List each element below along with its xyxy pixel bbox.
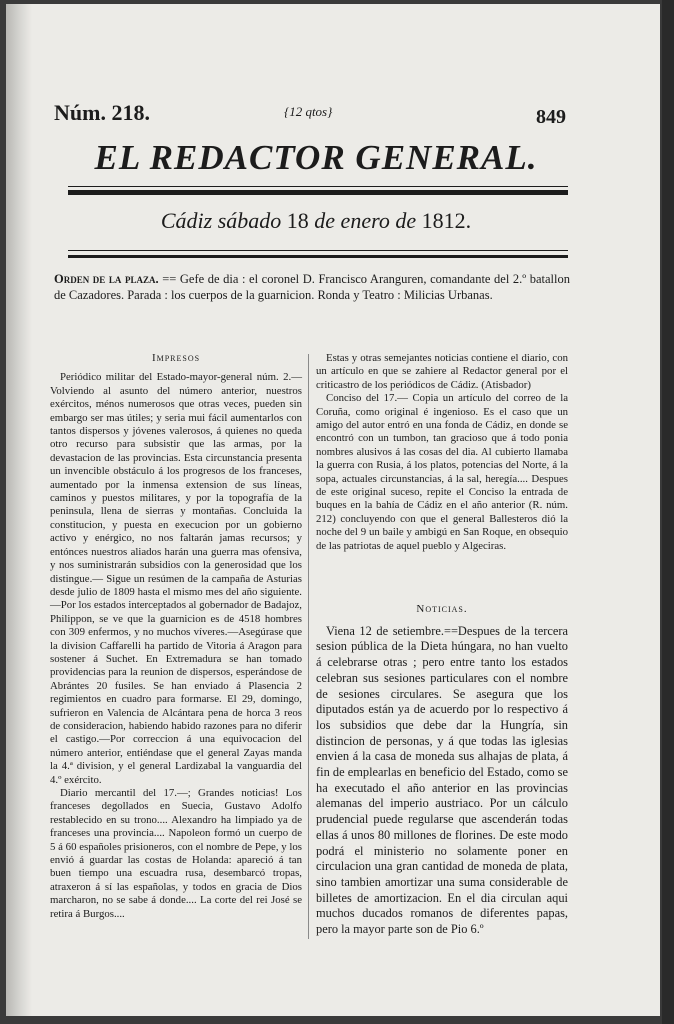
date-rule-thin: [68, 250, 568, 251]
right-paragraph: Conciso del 17.— Copia un artículo del correo de la Coruña, como original é ingenioso. Es el caso que un amigo del autor entró en una fonda de Cádiz, en donde se encontró con un tumbon, tan gracioso que á todo ponia nombres alusivos á las cosas del dia. Al cubierto llamaba la guerra con Rusia, á los platos, potencias del Norte, á la sopa, actuales circunstancias, á la sal, heregía.... Despues de este original suceso, repite el Conciso la entrada de buques en la bahía de Cádiz en el año anterior (R. núm. 212) concluyendo con que el general Ballesteros dió la noche del 9 un baile y ambigú en San Roque, en obsequio de las patriotas de aquel pueblo y Algeciras.: [316, 392, 568, 552]
column-divider: [308, 354, 309, 939]
newspaper-page: [6, 4, 660, 1016]
masthead-title: EL REDACTOR GENERAL.: [94, 138, 538, 177]
impresos-heading: Impresos: [151, 352, 201, 364]
impresos-paragraph: Periódico militar del Estado-mayor-general núm. 2.—Volviendo al asunto del número anterior, nuestros exércitos, ménos numerosos que otras veces, pueden sin embargo ser mas útiles; y seria mui fácil aumentarlos con tantos dispersos y jóvenes valerosos, á quienes no queda otro recurso para subsistir que las armas, por la devastacion de las provincias. Esta circunstancia presenta un invencible obstáculo á los progresos de los franceses, aumentado por la inmensa extension de sus líneas, caminos y puestos militares, y por la topografía de la peninsula, llena de sierras y montañas. Concluida la constitucion, y puesta en execucion por un gobierno activo y enérgico, no nos faltarán jamas recursos; y entónces nuestros aliados harán una guerra mas ofensiva, y nos suministrarán subsidios con la generosidad que los distingue.— Sigue un resúmen de la campaña de Asturias desde julio de 1809 hasta el mismo mes del año siguiente.—Por los estados interceptados al gobernador de Badajoz, Philippon, se ve que la guarnicion es de 4518 hombres con 309 enfermos, y no muchos víveres.—Asegúrase que la division Caffarelli ha partido de Vitoria á Aragon para sostener á Suchet. En Extremadura se han tomado providencias para la reunion de dispersos, esperándose de Abrántes 20 fusiles. Se han enviado á Plasencia 2 regimientos en cuadro para formarse. El 29, domingo, sufrieron en Valencia de Alcántara pena de horca 3 reos de consideracion, habiendo habido razones para no diferir el castigo.—Por correccion á una equivocacion del número anterior, entiéndase que el general Zayas manda la 4.ª division, y el general Lardizabal la vanguardia del 4.º exército.: [50, 371, 302, 786]
page-number: 849: [536, 106, 566, 128]
issue-header: [54, 100, 566, 130]
orden-label: Orden de la plaza.: [54, 272, 159, 286]
impresos-paragraph: Diario mercantil del 17.—; Grandes noticias! Los franceses degollados en Suecia, Gustavo Adolfo restablecido en su trono.... Alexandro ha limpiado ya de franceses una provincia.... Napoleon formó un cuerpo de 5 á 60 españoles prisioneros, con el nombre de Pepe, y los envió á guardar las costas de Holanda: apareció á tan buen tiempo una escuadra rusa, desembarcó tropas, atraxeron á sí las españolas, y todos en gracia de Dios marcharon, no se sabe á donde.... La corte del rei José se retira á Burgos....: [50, 787, 302, 920]
date-day: 18: [286, 208, 309, 233]
date-prefix: Cádiz sábado: [160, 208, 282, 233]
masthead-rule-top: [68, 186, 568, 187]
date-year: 1812.: [421, 208, 472, 233]
date-line: [46, 208, 586, 234]
right-column: [316, 352, 568, 553]
issue-number: Núm. 218.: [54, 100, 150, 125]
scan-background: [662, 0, 674, 1024]
right-paragraph: Estas y otras semejantes noticias contiene el diario, con un artículo en que se zahiere al Redactor general por el criticastro de los periódicos de Cádiz. (Atisbador): [316, 352, 568, 391]
quires-note: {12 qtos}: [284, 104, 333, 119]
date-month: de enero de: [314, 208, 417, 233]
noticias-text: Viena 12 de setiembre.==Despues de la tercera sesion pública de la Dieta húngara, no han vuelto á celebrarse otras ; pero entre tanto los estados celebran sus sesiones particulares con el nombre de sesiones circulares. Se asegura que los diputados están ya de acuerdo por lo respectivo á los subsidios que debe dar la Hungría, sin distincion de personas, y á que todas las iglesias envien á la casa de moneda sus alhajas de plata, á fin de emplearlas en beneficio del Estado, como se ha executado el año anterior en las provincias alemanas del imperio austriaco. Por un cálculo prudencial puede regularse que ascenderán todas ellas á unos 80 millones de florines. De este modo podrá el ministerio no solamente poner en circulacion una gran cantidad de moneda de plata, sino tambien amortizar una suma considerable de billetes de amortizacion. En el dia circulan aqui muchos ducados romanos de diferentes papas, pero la mayor parte son de Pio 6.º: [316, 623, 568, 937]
orden-text: == Gefe de dia : el coronel D. Francisco Aranguren, comandante del 2.º batallon de Cazadores. Parada : los cuerpos de la guarnicion. Ronda y Teatro : Milicias Urbanas.: [54, 272, 571, 302]
date-rule-thick: [68, 255, 568, 258]
page-gutter-shadow: [6, 4, 32, 1016]
orden-de-la-plaza: [54, 272, 570, 303]
masthead-rule-thick: [68, 190, 568, 195]
noticias-section: [316, 602, 568, 938]
left-column: [50, 352, 302, 921]
noticias-heading: Noticias.: [416, 603, 468, 615]
